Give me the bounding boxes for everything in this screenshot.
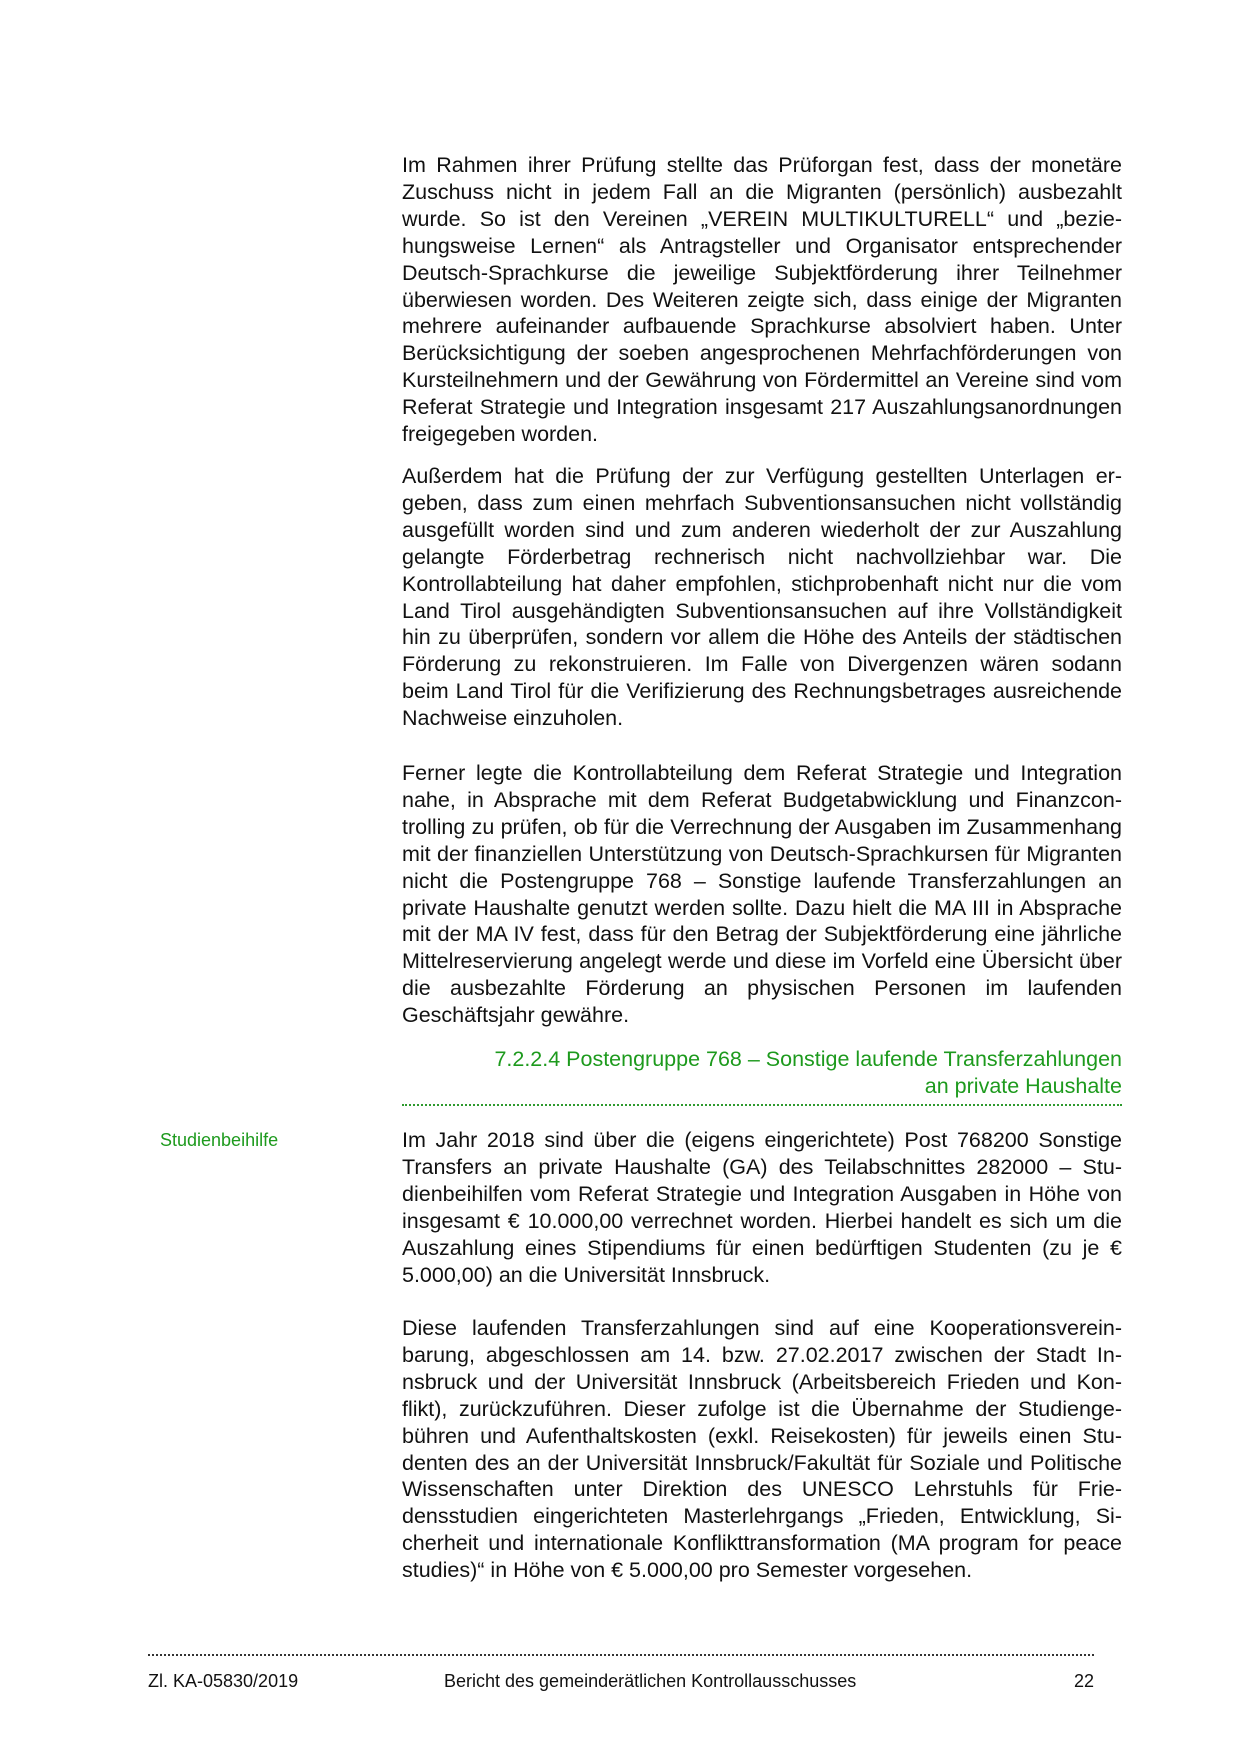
- footer-divider: [148, 1654, 1094, 1656]
- paragraph-postengruppe-empfehlung: Ferner legte die Kontrollabteilung dem Referat Strategie und Integration nahe, in Absprache mit dem Referat Budgetabwicklung und Finanzcontrolling zu prüfen, ob für die Verrechnung der Ausgaben im Zusammenhang mit der finanziellen Unterstützung von Deutsch-Sprachkursen für Migranten nicht die Postengruppe 768 – Sonstige laufende Transferzahlungen an private Haushalte genutzt werden sollte. Dazu hielt die MA III in Absprache mit der MA IV fest, dass für den Betrag der Subjektförderung eine jährliche Mittelreservierung angelegt werde und diese im Vorfeld eine Übersicht über die ausbezahlte Förderung an physischen Personen im laufenden Geschäftsjahr gewähre.: [402, 761, 1122, 1028]
- section-heading: [402, 1046, 1122, 1106]
- margin-note-studienbeihilfe: Studienbeihilfe: [160, 1130, 279, 1150]
- paragraph-post-768200: Im Jahr 2018 sind über die (eigens eingerichtete) Post 768200 Sonstige Transfers an private Haushalte (GA) des Teilabschnittes 282000 – Studienbeihilfen vom Referat Strategie und Integration Ausgaben in Höhe von insgesamt € 10.000,00 verrechnet worden. Hierbei handelt es sich um die Auszahlung eines Stipendiums für einen bedürftigen Studenten (zu je € 5.000,00) an die Universität Innsbruck.: [402, 1128, 1122, 1287]
- paragraph-subjektfoerderung: Im Rahmen ihrer Prüfung stellte das Prüforgan fest, dass der monetäre Zuschuss nicht in jedem Fall an die Migranten (persönlich) ausbezahlt wurde. So ist den Vereinen „VEREIN MULTIKULTURELL“ und „beziehungsweise Lernen“ als Antragsteller und Organisator entsprechender Deutsch-Sprachkurse die jeweilige Subjektförderung ihrer Teilnehmer überwiesen worden. Des Weiteren zeigte sich, dass einige der Migranten mehrere aufeinander aufbauende Sprachkurse absolviert haben. Unter Berücksichtigung der soeben angesprochenen Mehrfachförderungen von Kursteilnehmern und der Gewährung von Fördermittel an Vereine sind vom Referat Strategie und Integration insgesamt 217 Auszahlungsanordnungen freigegeben worden.: [402, 153, 1122, 447]
- paragraph-kooperationsvereinbarung: Diese laufenden Transferzahlungen sind auf eine Kooperationsvereinbarung, abgeschlossen am 14. bzw. 27.02.2017 zwischen der Stadt Innsbruck und der Universität Innsbruck (Arbeitsbereich Frieden und Konflikt), zurückzuführen. Dieser zufolge ist die Übernahme der Studiengebühren und Aufenthaltskosten (exkl. Reisekosten) für jeweils einen Studenten des an der Universität Innsbruck/Fakultät für Soziale und Politische Wissenschaften unter Direktion des UNESCO Lehrstuhls für Friedensstudien eingerichteten Masterlehrgangs „Frieden, Entwicklung, Sicherheit und internationale Konflikttransformation (MA program for peace studies)“ in Höhe von € 5.000,00 pro Semester vorgesehen.: [402, 1316, 1122, 1583]
- page-number: 22: [1073, 1671, 1094, 1691]
- section-heading-line-1: 7.2.2.4 Postengruppe 768 – Sonstige laufende Transferzahlungen: [494, 1047, 1122, 1071]
- section-heading-line-2: an private Haushalte: [924, 1074, 1122, 1098]
- footer-reference: Zl. KA-05830/2019: [148, 1671, 299, 1691]
- footer-title: Bericht des gemeinderätlichen Kontrollausschusses: [444, 1671, 857, 1691]
- paragraph-pruefung-unterlagen: Außerdem hat die Prüfung der zur Verfügung gestellten Unterlagen ergeben, dass zum einen mehrfach Subventionsansuchen nicht vollständig ausgefüllt worden sind und zum anderen wiederholt der zur Auszahlung gelangte Förderbetrag rechnerisch nicht nachvollziehbar war. Die Kontrollabteilung hat daher empfohlen, stichprobenhaft nicht nur die vom Land Tirol ausgehändigten Subventionsansuchen auf ihre Vollständigkeit hin zu überprüfen, sondern vor allem die Höhe des Anteils der städtischen Förderung zu rekonstruieren. Im Falle von Divergenzen wären sodann beim Land Tirol für die Verifizierung des Rechnungsbetrages ausreichende Nachweise einzuholen.: [402, 464, 1122, 731]
